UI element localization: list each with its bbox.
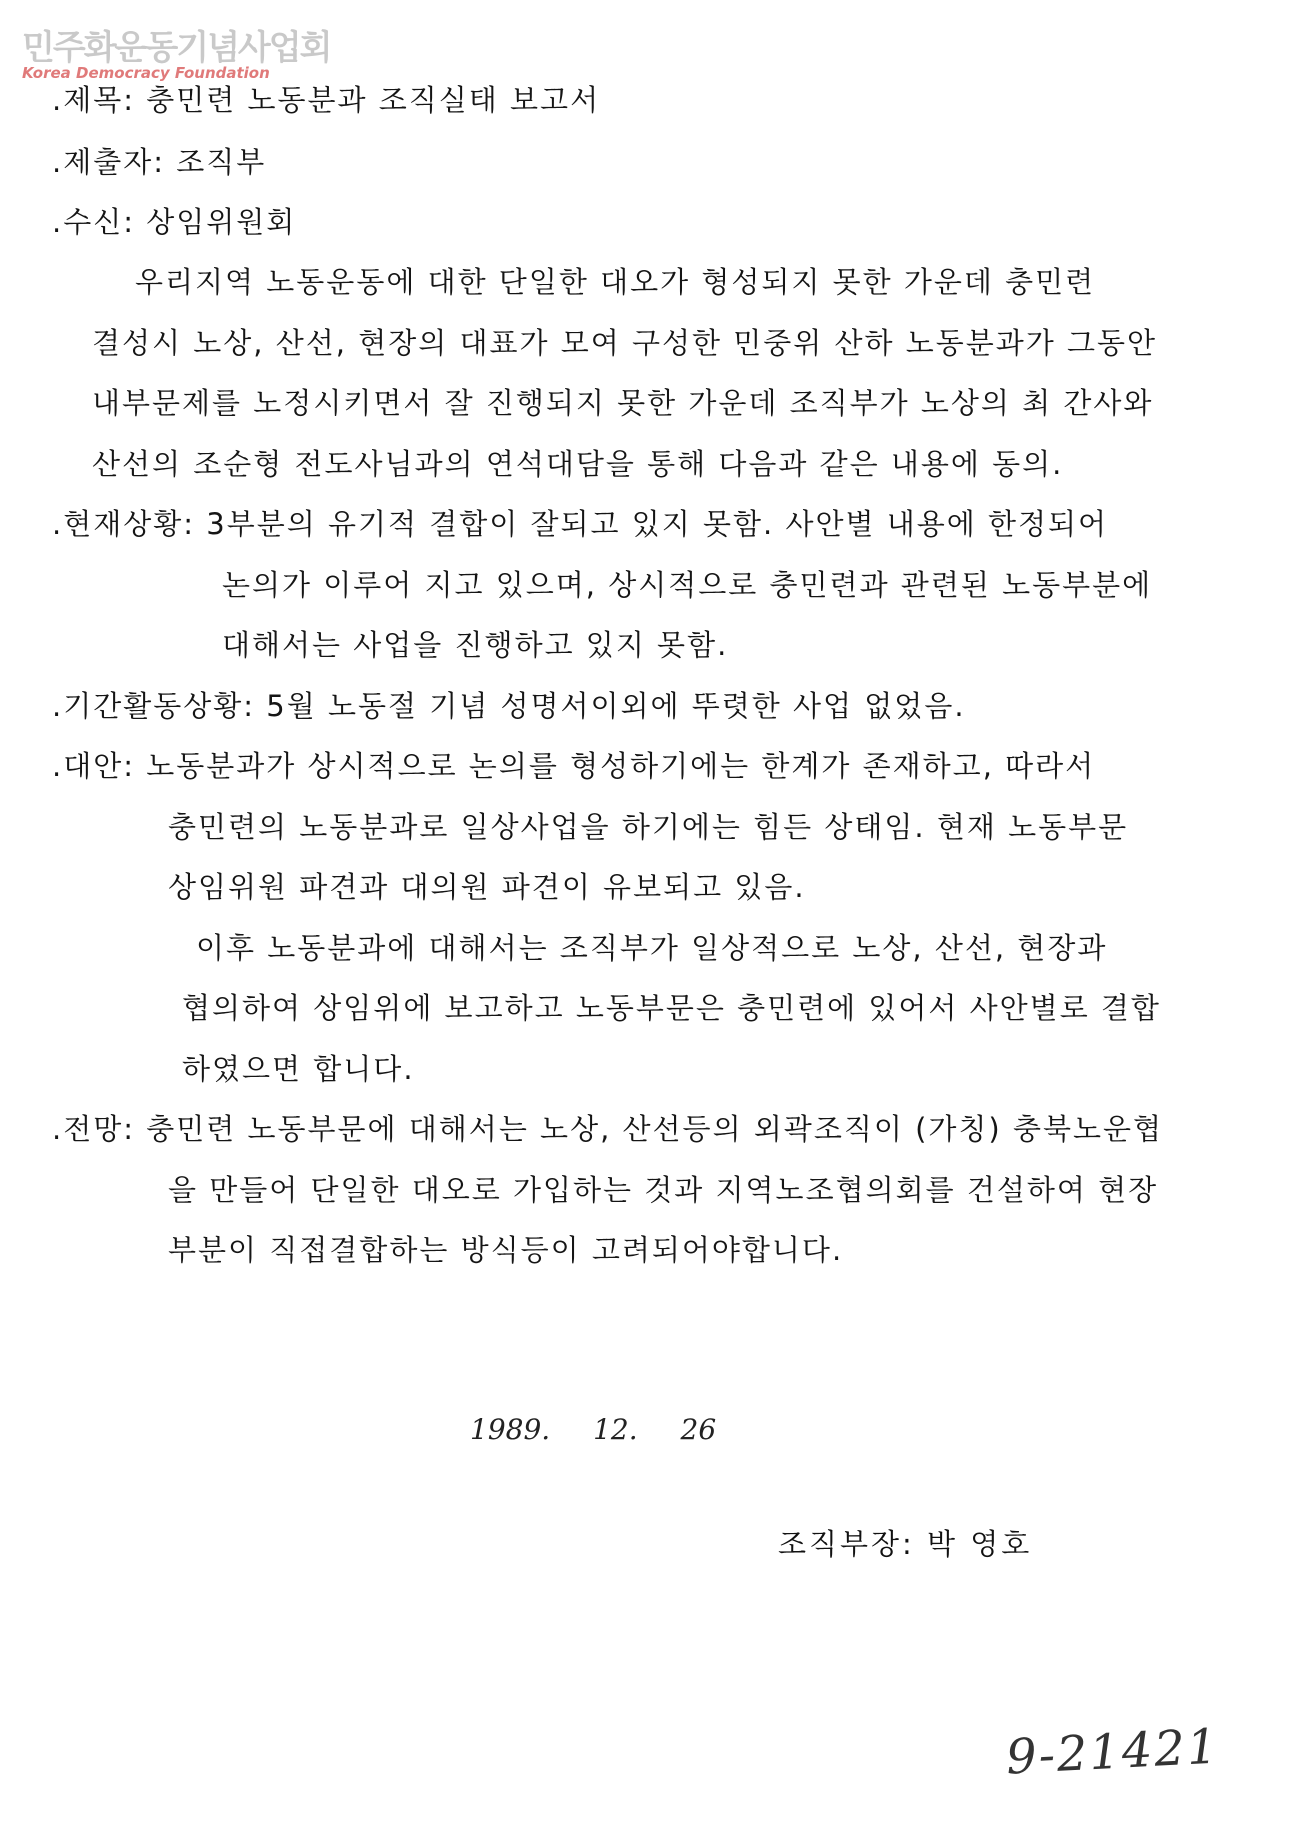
intro-line: 내부문제를 노정시키면서 잘 진행되지 못한 가운데 조직부가 노상의 최 간사와 [92,386,1154,420]
alternative-line: 상임위원 파견과 대의원 파견이 유보되고 있음. [168,870,806,904]
signature: 조직부장: 박 영호 [778,1527,1033,1561]
intro-line: 결성시 노상, 산선, 현장의 대표가 모여 구성한 민중위 산하 노동분과가 그동안 [92,326,1158,360]
archive-number: 9-21421 [1004,1718,1221,1786]
doc-recipient: .수신: 상임위원회 [52,205,297,239]
doc-submitter: .제출자: 조직부 [52,145,267,179]
current-status-line: .현재상황: 3부분의 유기적 결합이 잘되고 있지 못함. 사안별 내용에 한정되어 [52,507,1109,541]
date-year: 1989. [470,1413,551,1446]
doc-title: .제목: 충민련 노동분과 조직실태 보고서 [52,83,601,117]
intro-line: 산선의 조순형 전도사님과의 연석대담을 통해 다음과 같은 내용에 동의. [92,447,1064,481]
outlook-line: .전망: 충민련 노동부문에 대해서는 노상, 산선등의 외곽조직이 (가칭) 충북노운협 [52,1112,1164,1146]
alternative-line: 이후 노동분과에 대해서는 조직부가 일상적으로 노상, 산선, 현장과 [196,931,1108,965]
current-status-line: 대해서는 사업을 진행하고 있지 못함. [222,628,729,662]
intro-line: 우리지역 노동운동에 대한 단일한 대오가 형성되지 못한 가운데 충민련 [135,265,1096,299]
outlook-line: 부분이 직접결합하는 방식등이 고려되어야합니다. [168,1233,844,1267]
date-month: 12. [593,1413,638,1446]
outlook-line: 을 만들어 단일한 대오로 가입하는 것과 지역노조협의회를 건설하여 현장 [168,1173,1159,1207]
alternative-line: 하였으면 합니다. [182,1052,415,1086]
alternative-line: .대안: 노동분과가 상시적으로 논의를 형성하기에는 한계가 존재하고, 따라서 [52,749,1096,783]
watermark-english: Korea Democracy Foundation [22,64,270,82]
alternative-line: 충민련의 노동분과로 일상사업을 하기에는 힘든 상태임. 현재 노동부문 [168,810,1129,844]
doc-date [470,1413,750,1446]
date-day: 26 [680,1413,717,1446]
watermark-korean: 민주화운동기념사업회 [22,28,331,68]
activities-line: .기간활동상황: 5월 노동절 기념 성명서이외에 뚜렷한 사업 없었음. [52,689,966,723]
current-status-line: 논의가 이루어 지고 있으며, 상시적으로 충민련과 관련된 노동부분에 [222,568,1153,602]
alternative-line: 협의하여 상임위에 보고하고 노동부문은 충민련에 있어서 사안별로 결합 [182,991,1161,1025]
